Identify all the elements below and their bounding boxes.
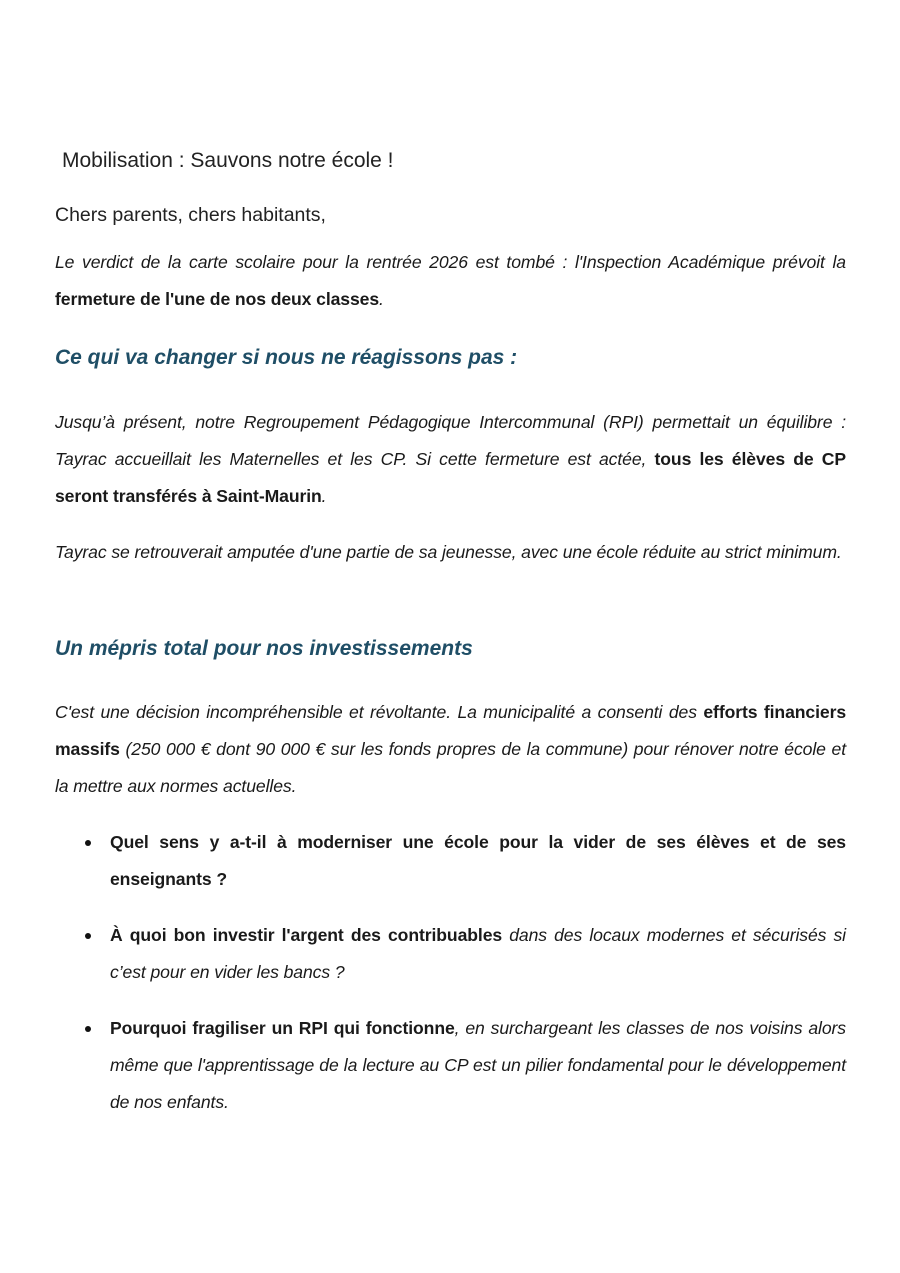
- bold-run: efforts financiers massifs: [55, 702, 846, 759]
- text-run: (250 000 € dont 90 000 € sur les fonds propres de la commune) pour rénover notre école et la mettre aux normes actuelles.: [55, 739, 846, 796]
- bold-run: tous les élèves de CP seront transférés à Saint-Maurin: [55, 449, 846, 506]
- text-run: , en surchargeant les classes de nos voisins alors même que l'apprentissage de la lecture au CP est un pilier fondamental pour le développement de nos enfants.: [110, 1018, 846, 1112]
- section-heading-investments: Un mépris total pour nos investissements: [55, 637, 473, 660]
- investment-paragraph: [55, 694, 846, 805]
- tayrac-paragraph: Tayrac se retrouverait amputée d'une partie de sa jeunesse, avec une école réduite au strict minimum.: [55, 542, 842, 562]
- text-run: .: [379, 289, 384, 309]
- bold-run: Quel sens y a-t-il à moderniser une école pour la vider de ses élèves et de ses enseignants ?: [110, 832, 846, 889]
- intro-paragraph: [55, 244, 846, 318]
- text-run: dans des locaux modernes et sécurisés si c’est pour en vider les bancs ?: [110, 925, 846, 982]
- list-item: [55, 824, 846, 898]
- bold-run: fermeture de l'une de nos deux classes: [55, 289, 380, 309]
- section-heading-changes: Ce qui va changer si nous ne réagissons pas :: [55, 346, 518, 369]
- list-item: [55, 1010, 846, 1121]
- text-run: Le verdict de la carte scolaire pour la rentrée 2026 est tombé : l'Inspection Académique prévoit la: [55, 252, 846, 272]
- text-run: C'est une décision incompréhensible et révoltante. La municipalité a consenti des: [55, 702, 704, 722]
- list-item: [55, 917, 846, 991]
- text-run: Jusqu’à présent, notre Regroupement Pédagogique Intercommunal (RPI) permettait un équilibre : Tayrac accueillait les Maternelles et les CP. Si cette fermeture est actée,: [55, 412, 846, 469]
- text-run: .: [321, 486, 327, 506]
- questions-list: [55, 824, 846, 1121]
- bold-run: À quoi bon investir l'argent des contribuables: [110, 925, 503, 945]
- rpi-paragraph: [55, 404, 846, 515]
- document-title: Mobilisation : Sauvons notre école !: [62, 149, 394, 172]
- greeting: Chers parents, chers habitants,: [55, 204, 326, 226]
- bold-run: Pourquoi fragiliser un RPI qui fonctionne: [110, 1018, 455, 1038]
